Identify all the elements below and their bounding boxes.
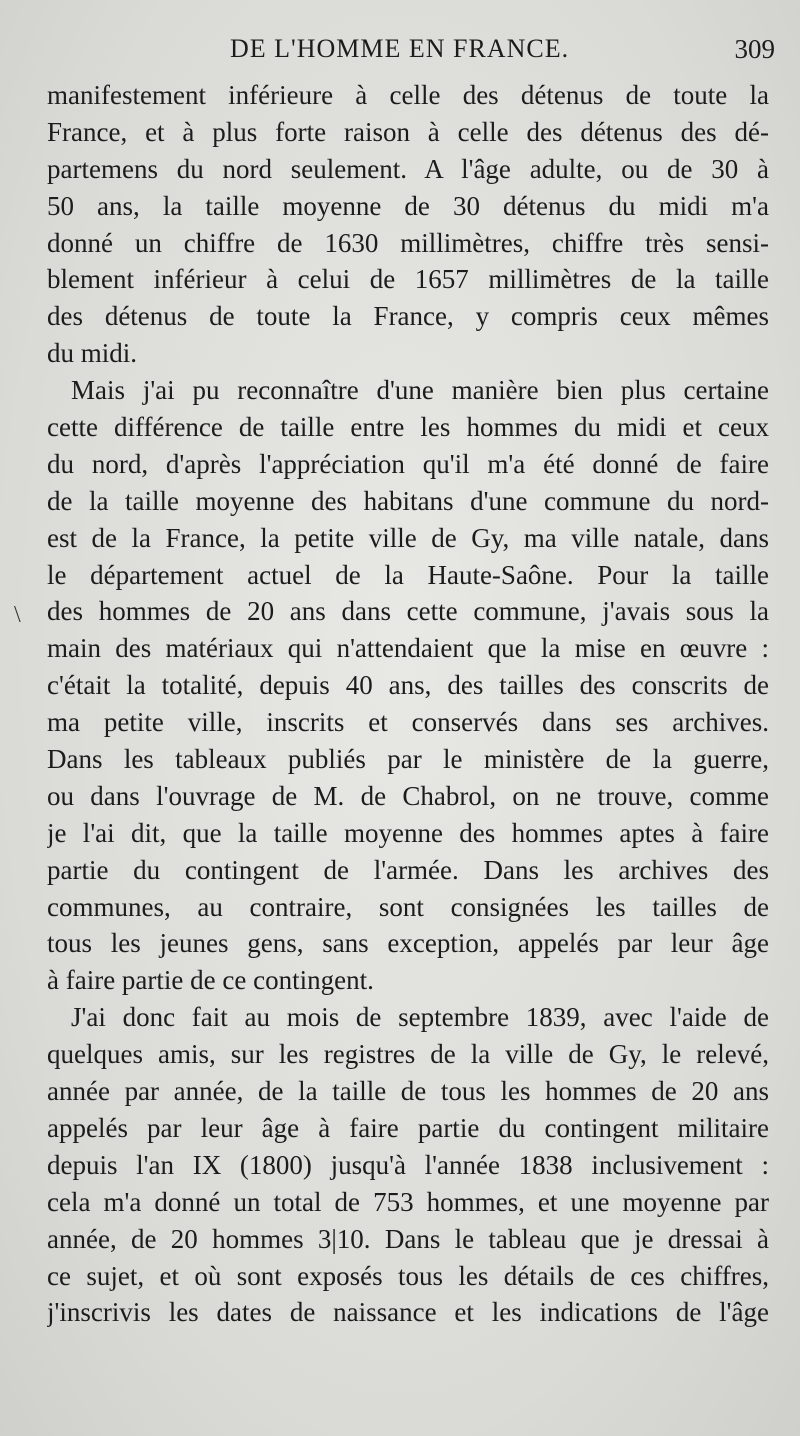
text-line: partie du contingent de l'armée. Dans les archives des (47, 854, 769, 885)
text-line: ma petite ville, inscrits et conservés dans ses archives. (47, 707, 769, 738)
text-line: des hommes de 20 ans dans cette commune, j'avais sous la (47, 596, 769, 627)
text-line: j'inscrivis les dates de naissance et les indications de l'âge (47, 1297, 769, 1328)
text-line: le département actuel de la Haute-Saône. Pour la taille (47, 559, 769, 590)
text-line: cette différence de taille entre les hommes du midi et ceux (47, 412, 769, 443)
text-line: je l'ai dit, que la taille moyenne des hommes aptes à faire (47, 817, 769, 848)
text-line: année par année, de la taille de tous les hommes de 20 ans (47, 1076, 769, 1107)
text-line: du nord, d'après l'appréciation qu'il m'a été donné de faire (47, 448, 769, 479)
text-line: blement inférieur à celui de 1657 millimètres de la taille (47, 264, 769, 295)
text-line: depuis l'an IX (1800) jusqu'à l'année 1838 inclusivement : (47, 1149, 769, 1180)
text-line: appelés par leur âge à faire partie du contingent militaire (47, 1112, 769, 1143)
text-line: ou dans l'ouvrage de M. de Chabrol, on ne trouve, comme (47, 780, 769, 811)
text-line: communes, au contraire, sont consignées les tailles de (47, 891, 769, 922)
text-line: J'ai donc fait au mois de septembre 1839, avec l'aide de (71, 1002, 769, 1033)
text-line: manifestement inférieure à celle des détenus de toute la (47, 80, 769, 110)
text-line: est de la France, la petite ville de Gy, ma ville natale, dans (47, 522, 769, 553)
text-line: quelques amis, sur les registres de la ville de Gy, le relevé, (47, 1039, 769, 1070)
text-line: de la taille moyenne des habitans d'une commune du nord- (47, 485, 769, 516)
text-line: du midi. (47, 338, 138, 369)
text-line: main des matériaux qui n'attendaient que la mise en œuvre : (47, 633, 769, 664)
text-line: des détenus de toute la France, y compris ceux mêmes (47, 301, 769, 332)
page-header (230, 34, 775, 74)
text-line: France, et à plus forte raison à celle des détenus des dé- (47, 116, 769, 147)
text-line: année, de 20 hommes 3|10. Dans le tableau que je dressai à (47, 1223, 769, 1254)
text-line: cela m'a donné un total de 753 hommes, et une moyenne par (47, 1186, 769, 1217)
text-line: ce sujet, et où sont exposés tous les détails de ces chiffres, (47, 1260, 769, 1291)
page-number: 309 (734, 34, 775, 64)
text-line: donné un chiffre de 1630 millimètres, chiffre très sensi- (47, 227, 769, 258)
margin-mark: \ (14, 602, 21, 628)
text-line: à faire partie de ce contingent. (47, 965, 374, 996)
text-line: tous les jeunes gens, sans exception, appelés par leur âge (47, 928, 769, 959)
text-line: c'était la totalité, depuis 40 ans, des tailles des conscrits de (47, 670, 769, 701)
body-text (47, 77, 769, 1331)
text-line: Mais j'ai pu reconnaître d'une manière bien plus certaine (71, 375, 769, 406)
text-line: Dans les tableaux publiés par le ministère de la guerre, (47, 744, 769, 775)
text-line: partemens du nord seulement. A l'âge adulte, ou de 30 à (47, 153, 769, 184)
text-line: 50 ans, la taille moyenne de 30 détenus du midi m'a (47, 190, 769, 221)
running-title: DE L'HOMME EN FRANCE. (230, 34, 570, 63)
